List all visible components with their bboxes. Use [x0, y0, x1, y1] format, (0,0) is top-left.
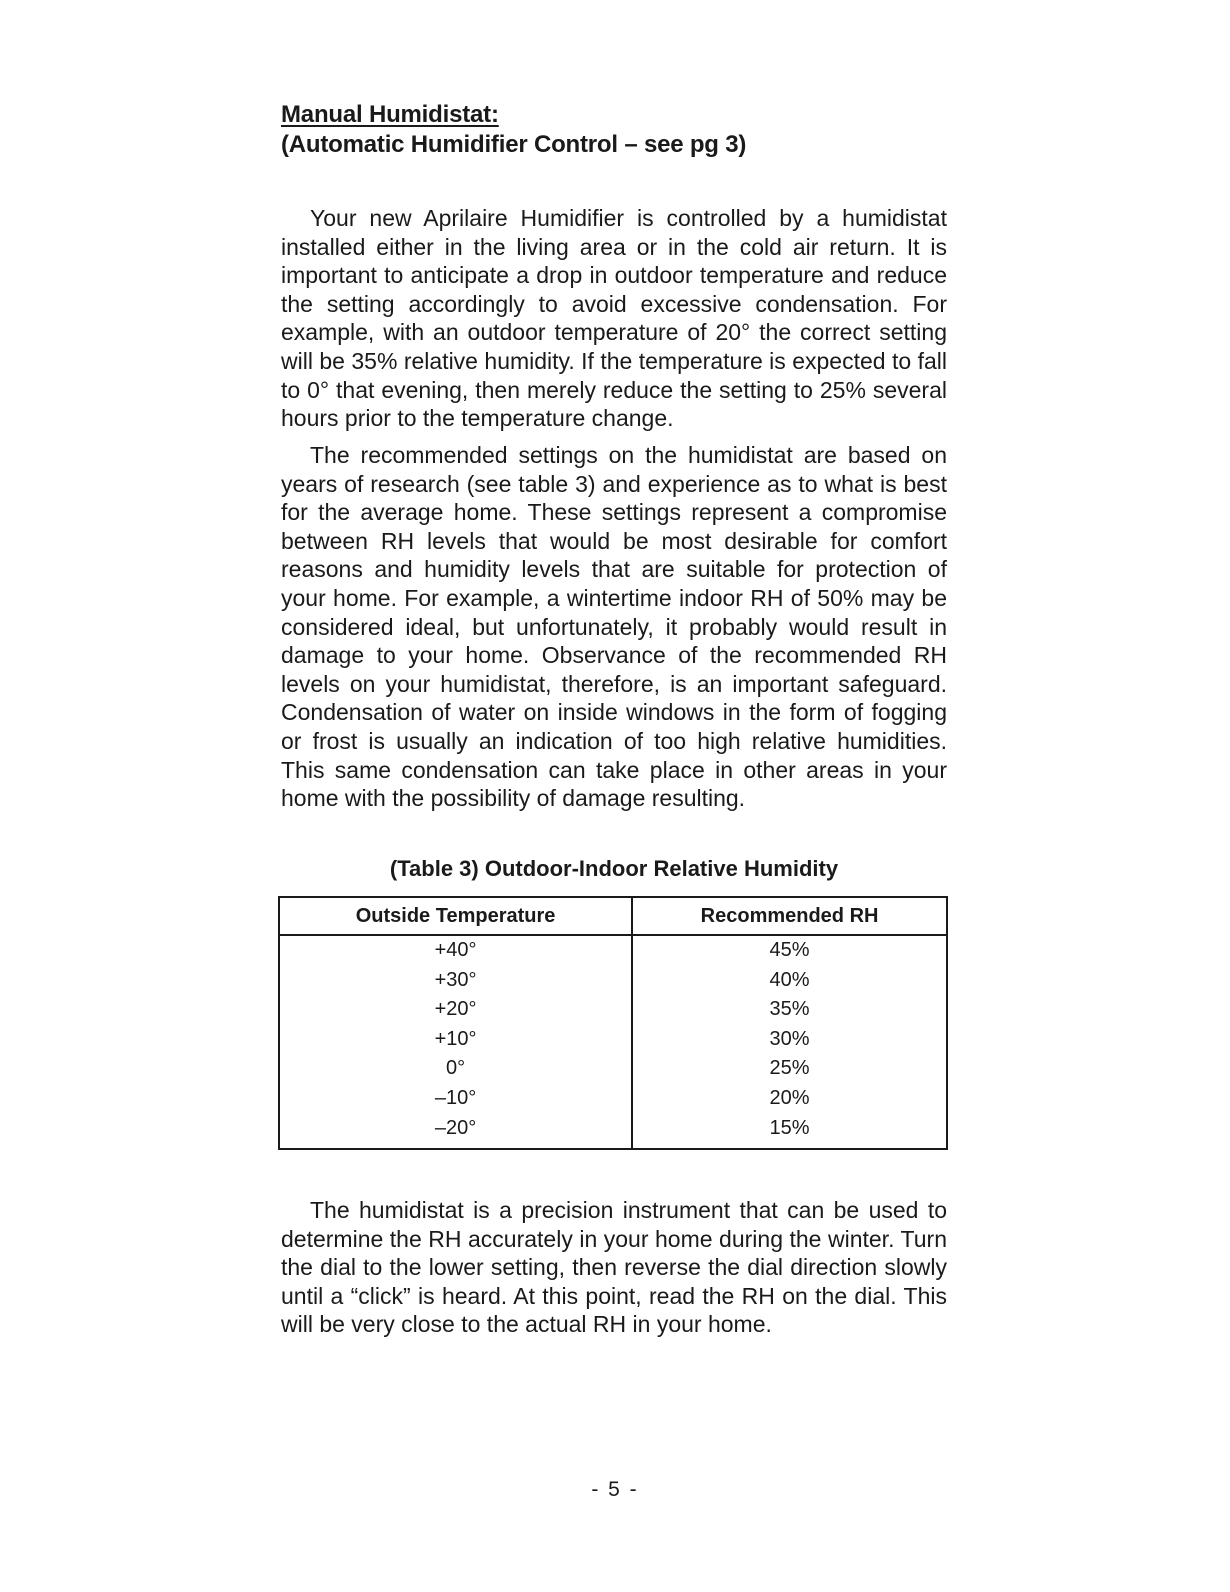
cell-temperature: 0° [279, 1054, 632, 1084]
cell-temperature: +10° [279, 1025, 632, 1055]
header-recommended-rh: Recommended RH [632, 897, 947, 935]
table-row [279, 995, 947, 1025]
paragraph-humidistat-control: Your new Aprilaire Humidifier is controlled by a humidistat installed either in the living area or in the cold air return. It is important to anticipate a drop in outdoor temperature and reduce the setting accordingly to avoid excessive condensation. For example, with an outdoor temperature of 20° the correct setting will be 35% relative humidity. If the temperature is expected to fall to 0° that evening, then merely reduce the setting to 25% several hours prior to the temperature change. [281, 205, 947, 432]
cell-temperature: +40° [279, 935, 632, 966]
page-number: - 5 - [591, 1478, 639, 1501]
table-row [279, 935, 947, 966]
section-heading [281, 100, 981, 160]
cell-rh: 35% [769, 998, 810, 1021]
table-header-row [279, 897, 947, 935]
heading-subtitle: (Automatic Humidifier Control – see pg 3) [281, 131, 747, 158]
table-caption: (Table 3) Outdoor-Indoor Relative Humidity [389, 856, 839, 881]
table-row [279, 1114, 947, 1149]
table-row [279, 1084, 947, 1114]
cell-rh: 25% [769, 1057, 810, 1080]
header-outside-temperature: Outside Temperature [279, 897, 632, 935]
heading-title: Manual Humidistat: [281, 101, 499, 128]
cell-rh: 45% [769, 939, 810, 961]
cell-temperature: +30° [279, 966, 632, 996]
cell-rh: 20% [769, 1086, 810, 1109]
table-row [279, 1054, 947, 1084]
cell-temperature: –10° [279, 1084, 632, 1114]
paragraph-recommended-settings: The recommended settings on the humidistat are based on years of research (see table 3) and experience as to what is best for the average home. These settings represent a compromise between RH levels that would be most desirable for comfort reasons and humidity levels that are suitable for protection of your home. For example, a wintertime indoor RH of 50% may be considered ideal, but unfortunately, it probably would result in damage to your home. Observance of the recommended RH levels on your humidistat, therefore, is an important safeguard. Condensation of water on inside windows in the form of fogging or frost is usually an indication of too high relative humidities. This same condensation can take place in other areas in your home with the possibility of damage resulting. [281, 442, 947, 812]
cell-temperature: –20° [279, 1114, 632, 1149]
cell-temperature: +20° [279, 995, 632, 1025]
paragraph-precision-instrument: The humidistat is a precision instrument that can be used to determine the RH accurately in your home during the winter. Turn the dial to the lower setting, then reverse the dial direction slowly until a “click” is heard. At this point, read the RH on the dial. This will be very close to the actual RH in your home. [281, 1197, 947, 1338]
humidity-table [278, 896, 948, 1150]
cell-rh: 15% [769, 1116, 810, 1139]
cell-rh: 30% [769, 1027, 810, 1050]
cell-rh: 40% [769, 968, 810, 991]
table-row [279, 966, 947, 996]
table-row [279, 1025, 947, 1055]
